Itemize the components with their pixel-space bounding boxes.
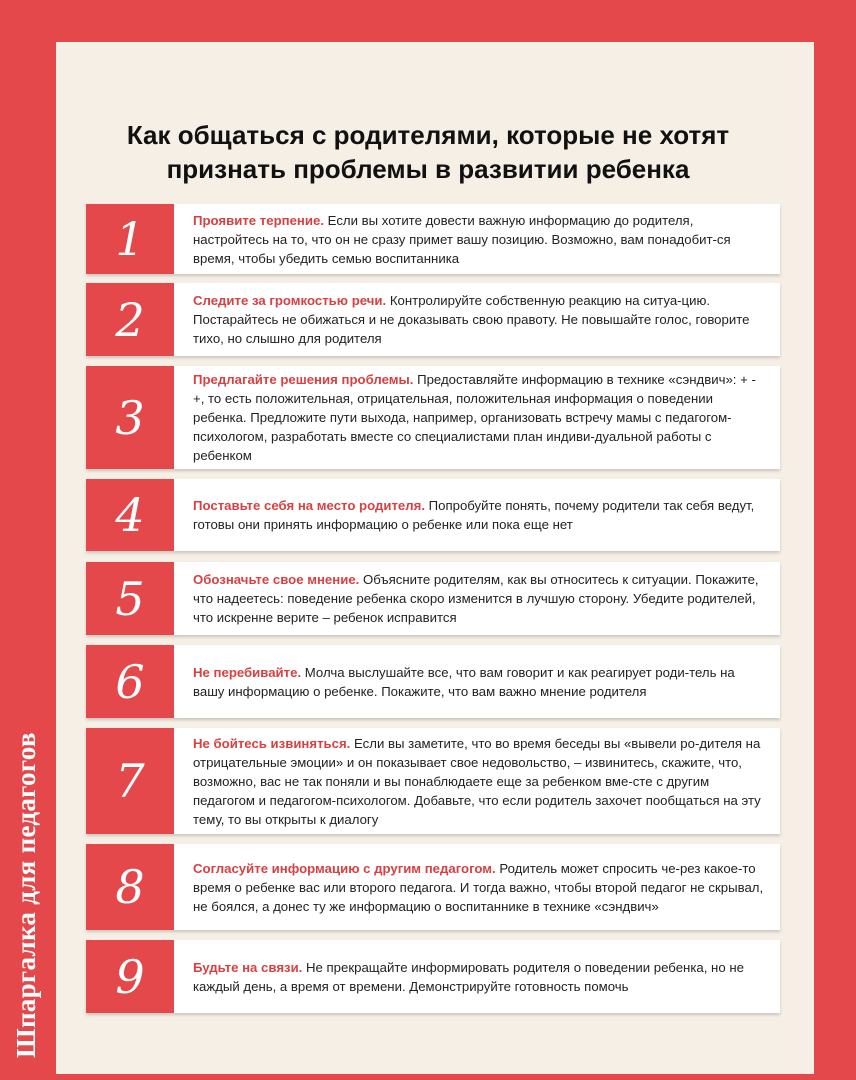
tip-body (174, 645, 780, 718)
tip-item-4 (86, 479, 780, 551)
title-line-2: признать проблемы в развитии ребенка (166, 154, 690, 184)
tip-number: 9 (86, 940, 174, 1013)
tip-body (174, 204, 780, 274)
tip-number: 3 (86, 366, 174, 469)
tip-lead: Не бойтесь извиняться. (193, 735, 351, 751)
tip-item-6 (86, 645, 780, 718)
tip-body (174, 366, 780, 469)
tip-number: 5 (86, 562, 174, 635)
side-title-text: Шпаргалка для педагогов (11, 732, 41, 1058)
tip-lead: Предлагайте решения проблемы. (193, 372, 414, 387)
tip-text: Предоставляйте информацию в технике «сэндвич»: + - +, то есть положительная, отрицательная, положительная информация о поведении ребенка. Предложите пути выхода, например, организовать встречу мамы с педагогом-психологом, разработать вместе со специалистами план индиви-дуальной работы с ребенком (193, 372, 756, 463)
tip-text: Молча выслушайте все, что вам говорит и как реагирует роди-тель на вашу информацию о ребенке. Покажите, что вам важно мнение родителя (193, 664, 735, 699)
tip-text: Попробуйте понять, почему родители так себя ведут, готовы они принять информацию о ребенке или пока еще нет (193, 498, 755, 532)
tip-number: 1 (86, 204, 174, 274)
tip-text: Контролируйте собственную реакцию на ситуа-цию. Постарайтесь не обижаться и не доказывать свою правоту. Не повышайте голос, говорите тихо, но слышно для родителя (193, 293, 750, 346)
tip-item-3 (86, 366, 780, 469)
tip-number: 8 (86, 844, 174, 930)
tip-item-5 (86, 562, 780, 635)
tip-text: Если вы заметите, что во время беседы вы «вывели ро-дителя на отрицательные эмоции» и он показывает свое недовольство, – извинитесь, скажите, что, возможно, вас не так поняли и вы понаблюдаете еще за ребенком вме-сте с другим педагогом и педагогом-психологом. Добавьте, что если родитель захочет пообщаться на эту тему, то вы открыты к диалогу (193, 735, 761, 827)
tip-body (174, 844, 780, 930)
tip-lead: Согласуйте информацию с другим педагогом. (193, 860, 496, 876)
tip-lead: Проявите терпение. (193, 212, 324, 228)
tip-item-8 (86, 844, 780, 930)
tip-body (174, 479, 780, 551)
tip-item-1 (86, 204, 780, 274)
tip-lead: Поставьте себя на место родителя. (193, 498, 425, 513)
tip-text: Если вы хотите довести важную информацию до родителя, настройтесь на то, что он не сразу примет вашу позицию. Возможно, вам понадобит-ся время, чтобы убедить семью воспитанника (193, 212, 731, 266)
tip-text: Объясните родителям, как вы относитесь к ситуации. Покажите, что надеетесь: поведение ребенка скоро изменится в лучшую сторону. Убедите родителей, что искренне верите – ребенок исправится (193, 572, 759, 625)
tip-number: 6 (86, 645, 174, 718)
tip-body (174, 728, 780, 834)
tip-lead: Обозначьте свое мнение. (193, 572, 360, 587)
tip-body (174, 562, 780, 635)
tip-text: Не прекращайте информировать родителя о поведении ребенка, но не каждый день, а время от времени. Демонстрируйте готовность помочь (193, 959, 744, 994)
title-line-1: Как общаться с родителями, которые не хотят (126, 120, 730, 150)
tip-text: Родитель может спросить че-рез какое-то время о ребенке вас или второго педагога. И тогда важно, чтобы второй педагог не скрывал, не боялся, а донес ту же информацию о воспитаннике в технике «сэндвич» (193, 860, 764, 914)
tip-item-2 (86, 283, 780, 356)
tip-item-7 (86, 728, 780, 834)
tip-number: 2 (86, 283, 174, 356)
tip-body (174, 940, 780, 1013)
tip-lead: Не перебивайте. (193, 664, 302, 680)
tip-body (174, 283, 780, 356)
side-title (0, 0, 56, 1080)
tip-lead: Будьте на связи. (193, 959, 303, 975)
tip-number: 7 (86, 728, 174, 834)
tip-lead: Следите за громкостью речи. (193, 293, 387, 308)
tip-item-9 (86, 940, 780, 1013)
tip-number: 4 (86, 479, 174, 551)
page-title (70, 118, 786, 186)
